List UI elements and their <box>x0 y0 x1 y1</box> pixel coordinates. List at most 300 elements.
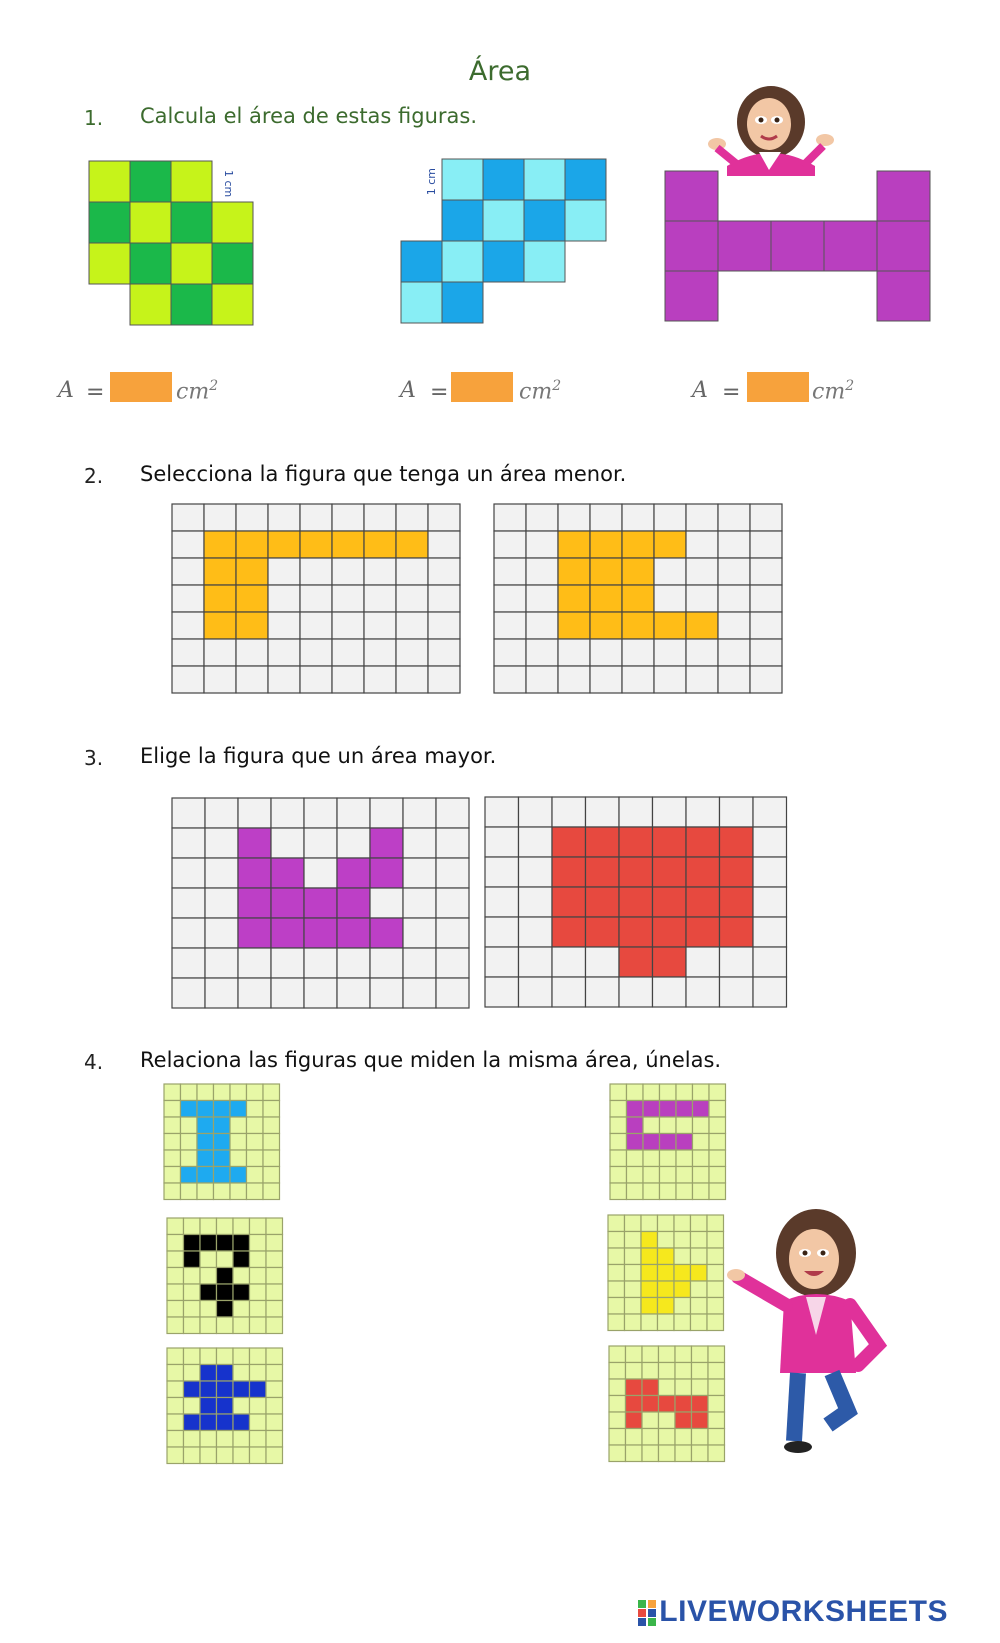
q4-left-2[interactable] <box>166 1217 288 1337</box>
grid-cell <box>708 1396 725 1413</box>
filled-cell <box>720 887 754 917</box>
filled-cell <box>693 1101 710 1118</box>
grid-cell <box>233 1268 250 1285</box>
filled-cell <box>641 1232 658 1249</box>
grid-cell <box>642 1429 659 1446</box>
filled-cell <box>692 1396 709 1413</box>
green-square <box>89 161 130 202</box>
grid-cell <box>364 558 396 585</box>
grid-cell <box>686 797 720 827</box>
grid-cell <box>608 1298 625 1315</box>
q1-answer-3-input[interactable] <box>747 372 809 402</box>
grid-cell <box>266 1398 283 1415</box>
q1-unit-label-1: 1 cm <box>222 170 235 198</box>
grid-cell <box>181 1150 198 1167</box>
filled-cell <box>590 612 622 639</box>
grid-cell <box>720 977 754 1007</box>
grid-cell <box>609 1379 626 1396</box>
filled-cell <box>641 1265 658 1282</box>
filled-cell <box>692 1412 709 1429</box>
grid-cell <box>676 1117 693 1134</box>
filled-cell <box>304 888 337 918</box>
q1-answer-3-unit: $cm^2$ <box>812 378 855 405</box>
grid-cell <box>625 1232 642 1249</box>
grid-cell <box>675 1346 692 1363</box>
grid-cell <box>660 1167 677 1184</box>
grid-cell <box>691 1232 708 1249</box>
q1-unit-label-2: 1 cm <box>425 168 438 196</box>
grid-cell <box>707 1265 724 1282</box>
q3-figure-right[interactable] <box>484 796 790 1010</box>
q4-right-3[interactable] <box>608 1345 728 1465</box>
blue-square <box>401 282 442 323</box>
grid-cell <box>693 1084 710 1101</box>
filled-cell <box>233 1235 250 1252</box>
grid-cell <box>660 1150 677 1167</box>
filled-cell <box>619 887 653 917</box>
grid-cell <box>693 1134 710 1151</box>
grid-cell <box>205 798 238 828</box>
grid-cell <box>172 666 204 693</box>
filled-cell <box>653 827 687 857</box>
filled-cell <box>271 858 304 888</box>
grid-cell <box>164 1134 181 1151</box>
grid-cell <box>552 977 586 1007</box>
blue-square <box>524 241 565 282</box>
grid-cell <box>370 888 403 918</box>
grid-cell <box>718 639 750 666</box>
grid-cell <box>396 639 428 666</box>
grid-cell <box>403 798 436 828</box>
grid-cell <box>654 504 686 531</box>
grid-cell <box>428 558 460 585</box>
filled-cell <box>686 887 720 917</box>
filled-cell <box>590 558 622 585</box>
q1-answer-3-eq: = <box>722 380 741 405</box>
filled-cell <box>659 1396 676 1413</box>
filled-cell <box>622 612 654 639</box>
grid-cell <box>494 666 526 693</box>
grid-cell <box>396 558 428 585</box>
filled-cell <box>654 612 686 639</box>
filled-cell <box>586 827 620 857</box>
filled-cell <box>204 612 236 639</box>
grid-cell <box>718 558 750 585</box>
q1-answer-2-eq: = <box>430 380 449 405</box>
filled-cell <box>370 828 403 858</box>
grid-cell <box>300 666 332 693</box>
filled-cell <box>643 1134 660 1151</box>
blue-square <box>565 200 606 241</box>
grid-cell <box>266 1284 283 1301</box>
grid-cell <box>172 918 205 948</box>
footer-brand-text: LIVEWORKSHEETS <box>659 1595 948 1628</box>
q4-left-1[interactable] <box>163 1083 283 1201</box>
grid-cell <box>370 798 403 828</box>
avatar-top <box>703 70 838 176</box>
grid-cell <box>526 666 558 693</box>
grid-cell <box>172 531 204 558</box>
blue-square <box>483 159 524 200</box>
grid-cell <box>266 1268 283 1285</box>
grid-cell <box>247 1084 264 1101</box>
grid-cell <box>625 1215 642 1232</box>
q2-text: Selecciona la figura que tenga un área menor. <box>140 462 627 486</box>
filled-cell <box>586 887 620 917</box>
grid-cell <box>686 639 718 666</box>
grid-cell <box>184 1284 201 1301</box>
grid-cell <box>332 558 364 585</box>
blue-square <box>524 200 565 241</box>
grid-cell <box>233 1398 250 1415</box>
page-title: Área <box>468 56 532 87</box>
grid-cell <box>708 1445 725 1462</box>
grid-cell <box>217 1431 234 1448</box>
grid-cell <box>693 1183 710 1200</box>
filled-cell <box>236 558 268 585</box>
grid-cell <box>643 1117 660 1134</box>
grid-cell <box>205 918 238 948</box>
grid-cell <box>205 948 238 978</box>
grid-cell <box>436 978 469 1008</box>
grid-cell <box>608 1265 625 1282</box>
grid-cell <box>167 1235 184 1252</box>
purple-square <box>665 171 718 221</box>
grid-cell <box>707 1281 724 1298</box>
filled-cell <box>552 917 586 947</box>
grid-cell <box>247 1117 264 1134</box>
filled-cell <box>332 531 364 558</box>
filled-cell <box>300 531 332 558</box>
grid-cell <box>610 1084 627 1101</box>
grid-cell <box>300 585 332 612</box>
grid-cell <box>233 1431 250 1448</box>
grid-cell <box>692 1445 709 1462</box>
grid-cell <box>230 1117 247 1134</box>
filled-cell <box>675 1412 692 1429</box>
grid-cell <box>266 1381 283 1398</box>
q4-right-1[interactable] <box>609 1083 729 1201</box>
grid-cell <box>184 1301 201 1318</box>
grid-cell <box>643 1167 660 1184</box>
grid-cell <box>200 1301 217 1318</box>
grid-cell <box>164 1150 181 1167</box>
grid-cell <box>172 948 205 978</box>
filled-cell <box>217 1268 234 1285</box>
filled-cell <box>558 531 590 558</box>
q2-figure-left[interactable] <box>171 503 463 695</box>
grid-cell <box>268 585 300 612</box>
purple-square <box>665 221 718 271</box>
filled-cell <box>200 1365 217 1382</box>
grid-cell <box>586 947 620 977</box>
grid-cell <box>609 1445 626 1462</box>
grid-cell <box>659 1412 676 1429</box>
filled-cell <box>200 1414 217 1431</box>
grid-cell <box>263 1183 280 1200</box>
grid-cell <box>610 1183 627 1200</box>
filled-cell <box>641 1298 658 1315</box>
filled-cell <box>233 1414 250 1431</box>
grid-cell <box>396 504 428 531</box>
grid-cell <box>428 531 460 558</box>
filled-cell <box>642 1396 659 1413</box>
grid-cell <box>184 1268 201 1285</box>
purple-square <box>771 221 824 271</box>
grid-cell <box>250 1348 267 1365</box>
filled-cell <box>619 827 653 857</box>
grid-cell <box>200 1251 217 1268</box>
filled-cell <box>337 918 370 948</box>
grid-cell <box>172 798 205 828</box>
grid-cell <box>660 1183 677 1200</box>
grid-cell <box>686 531 718 558</box>
filled-cell <box>590 531 622 558</box>
filled-cell <box>654 531 686 558</box>
filled-cell <box>660 1134 677 1151</box>
filled-cell <box>653 857 687 887</box>
filled-cell <box>197 1150 214 1167</box>
filled-cell <box>200 1284 217 1301</box>
green-square <box>212 243 253 284</box>
green-square <box>171 161 212 202</box>
filled-cell <box>217 1235 234 1252</box>
grid-cell <box>167 1317 184 1334</box>
grid-cell <box>675 1363 692 1380</box>
grid-cell <box>181 1134 198 1151</box>
filled-cell <box>675 1396 692 1413</box>
grid-cell <box>217 1317 234 1334</box>
grid-cell <box>172 504 204 531</box>
grid-cell <box>753 887 787 917</box>
grid-cell <box>494 639 526 666</box>
filled-cell <box>233 1284 250 1301</box>
filled-cell <box>230 1101 247 1118</box>
filled-cell <box>184 1251 201 1268</box>
grid-cell <box>184 1447 201 1464</box>
grid-cell <box>750 504 782 531</box>
green-square <box>130 284 171 325</box>
grid-cell <box>236 639 268 666</box>
grid-cell <box>332 666 364 693</box>
grid-cell <box>230 1150 247 1167</box>
green-square <box>212 202 253 243</box>
blue-square <box>565 159 606 200</box>
filled-cell <box>304 918 337 948</box>
grid-cell <box>250 1447 267 1464</box>
grid-cell <box>641 1314 658 1331</box>
grid-cell <box>610 1134 627 1151</box>
grid-cell <box>364 612 396 639</box>
grid-cell <box>230 1183 247 1200</box>
q2-figure-right[interactable] <box>493 503 783 695</box>
blue-square <box>442 282 483 323</box>
q4-left-3[interactable] <box>166 1347 288 1467</box>
grid-cell <box>250 1365 267 1382</box>
blue-square <box>524 159 565 200</box>
grid-cell <box>230 1134 247 1151</box>
grid-cell <box>676 1183 693 1200</box>
q3-figure-left[interactable] <box>171 797 471 1010</box>
grid-cell <box>610 1117 627 1134</box>
grid-cell <box>626 1429 643 1446</box>
grid-cell <box>428 585 460 612</box>
filled-cell <box>627 1134 644 1151</box>
grid-cell <box>526 639 558 666</box>
filled-cell <box>686 612 718 639</box>
grid-cell <box>304 798 337 828</box>
grid-cell <box>364 666 396 693</box>
grid-cell <box>519 857 553 887</box>
liveworksheets-logo-icon <box>638 1600 656 1626</box>
grid-cell <box>172 585 204 612</box>
grid-cell <box>403 978 436 1008</box>
grid-cell <box>300 639 332 666</box>
grid-cell <box>304 828 337 858</box>
grid-cell <box>403 948 436 978</box>
filled-cell <box>674 1281 691 1298</box>
grid-cell <box>403 888 436 918</box>
filled-cell <box>238 888 271 918</box>
filled-cell <box>271 888 304 918</box>
filled-cell <box>674 1265 691 1282</box>
filled-cell <box>686 857 720 887</box>
grid-cell <box>167 1447 184 1464</box>
grid-cell <box>674 1314 691 1331</box>
grid-cell <box>250 1414 267 1431</box>
grid-cell <box>692 1379 709 1396</box>
grid-cell <box>609 1396 626 1413</box>
grid-cell <box>519 887 553 917</box>
grid-cell <box>332 585 364 612</box>
grid-cell <box>263 1150 280 1167</box>
filled-cell <box>691 1265 708 1282</box>
filled-cell <box>250 1381 267 1398</box>
q4-text: Relaciona las figuras que miden la misma área, únelas. <box>140 1048 722 1072</box>
grid-cell <box>686 558 718 585</box>
grid-cell <box>676 1167 693 1184</box>
grid-cell <box>674 1248 691 1265</box>
filled-cell <box>676 1134 693 1151</box>
grid-cell <box>626 1445 643 1462</box>
grid-cell <box>691 1281 708 1298</box>
grid-cell <box>622 639 654 666</box>
filled-cell <box>660 1101 677 1118</box>
grid-cell <box>750 639 782 666</box>
grid-cell <box>268 639 300 666</box>
grid-cell <box>494 504 526 531</box>
filled-cell <box>558 585 590 612</box>
grid-cell <box>658 1232 675 1249</box>
grid-cell <box>337 798 370 828</box>
filled-cell <box>653 947 687 977</box>
grid-cell <box>608 1314 625 1331</box>
grid-cell <box>268 558 300 585</box>
grid-cell <box>204 666 236 693</box>
grid-cell <box>675 1429 692 1446</box>
grid-cell <box>181 1084 198 1101</box>
filled-cell <box>197 1117 214 1134</box>
filled-cell <box>184 1235 201 1252</box>
grid-cell <box>167 1431 184 1448</box>
grid-cell <box>750 531 782 558</box>
grid-cell <box>200 1268 217 1285</box>
grid-cell <box>552 947 586 977</box>
grid-cell <box>718 585 750 612</box>
grid-cell <box>233 1218 250 1235</box>
grid-cell <box>625 1248 642 1265</box>
grid-cell <box>247 1183 264 1200</box>
green-square <box>171 284 212 325</box>
grid-cell <box>693 1117 710 1134</box>
grid-cell <box>750 666 782 693</box>
filled-cell <box>271 918 304 948</box>
grid-cell <box>172 639 204 666</box>
grid-cell <box>271 828 304 858</box>
grid-cell <box>608 1232 625 1249</box>
grid-cell <box>164 1084 181 1101</box>
filled-cell <box>181 1167 198 1184</box>
grid-cell <box>263 1167 280 1184</box>
q1-answer-1-input[interactable] <box>110 372 172 402</box>
grid-cell <box>217 1251 234 1268</box>
grid-cell <box>205 828 238 858</box>
grid-cell <box>266 1348 283 1365</box>
grid-cell <box>304 858 337 888</box>
grid-cell <box>586 797 620 827</box>
filled-cell <box>184 1381 201 1398</box>
grid-cell <box>707 1298 724 1315</box>
grid-cell <box>204 639 236 666</box>
grid-cell <box>686 504 718 531</box>
grid-cell <box>300 558 332 585</box>
grid-cell <box>691 1248 708 1265</box>
filled-cell <box>622 585 654 612</box>
grid-cell <box>266 1301 283 1318</box>
blue-square <box>483 241 524 282</box>
grid-cell <box>184 1398 201 1415</box>
grid-cell <box>558 666 590 693</box>
grid-cell <box>266 1414 283 1431</box>
q1-answer-2-input[interactable] <box>451 372 513 402</box>
green-square <box>171 202 212 243</box>
filled-cell <box>236 531 268 558</box>
grid-cell <box>164 1167 181 1184</box>
grid-cell <box>753 827 787 857</box>
footer-brand[interactable] <box>638 1595 948 1629</box>
grid-cell <box>627 1167 644 1184</box>
filled-cell <box>236 612 268 639</box>
grid-cell <box>485 977 519 1007</box>
grid-cell <box>200 1218 217 1235</box>
grid-cell <box>654 585 686 612</box>
q1-number: 1. <box>84 106 104 130</box>
green-square <box>130 161 171 202</box>
grid-cell <box>268 612 300 639</box>
filled-cell <box>396 531 428 558</box>
grid-cell <box>707 1314 724 1331</box>
q4-right-2[interactable] <box>607 1214 727 1334</box>
grid-cell <box>200 1447 217 1464</box>
grid-cell <box>622 504 654 531</box>
grid-cell <box>626 1346 643 1363</box>
grid-cell <box>709 1134 726 1151</box>
grid-cell <box>709 1183 726 1200</box>
grid-cell <box>653 977 687 1007</box>
grid-cell <box>609 1429 626 1446</box>
grid-cell <box>485 797 519 827</box>
grid-cell <box>676 1084 693 1101</box>
